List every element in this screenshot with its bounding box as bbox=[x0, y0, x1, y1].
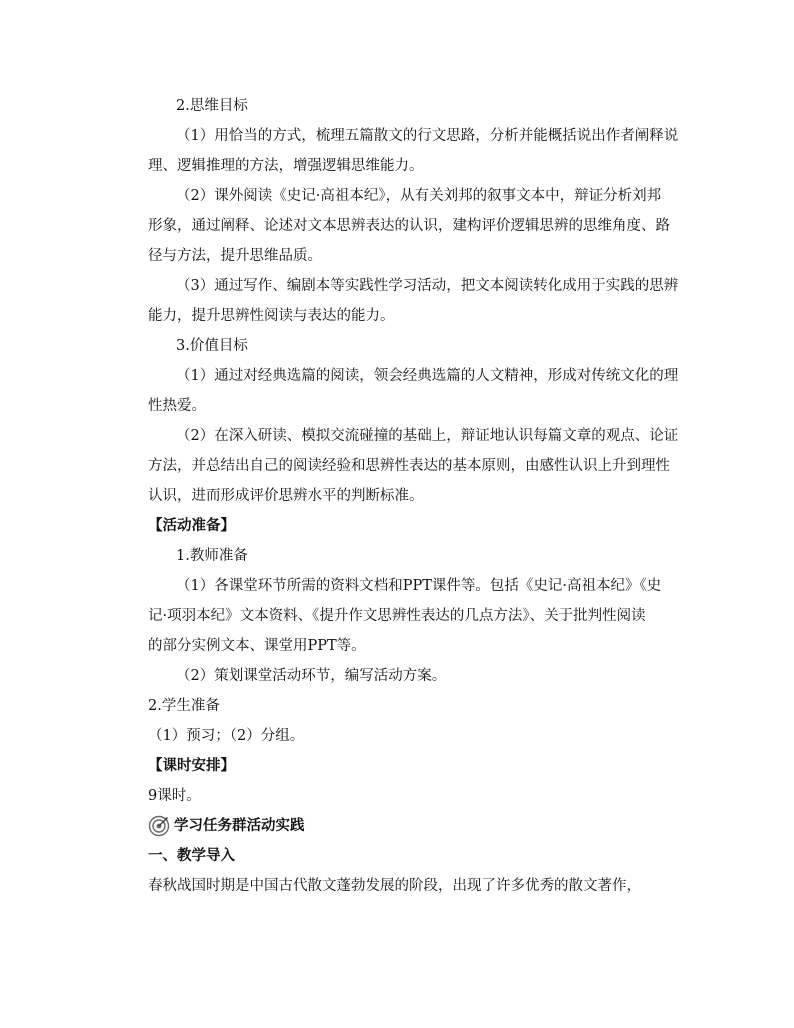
paragraph-line-last: 春秋战国时期是中国古代散文蓬勃发展的阶段，出现了许多优秀的散文著作， bbox=[148, 878, 641, 894]
paragraph-line: （1）预习；（2）分组。 bbox=[148, 728, 305, 744]
paragraph-line: 径与方法，提升思维品质。 bbox=[148, 248, 322, 264]
paragraph-line: 1.教师准备 bbox=[176, 548, 248, 564]
paragraph-line: 性热爱。 bbox=[148, 398, 206, 414]
target-icon bbox=[148, 815, 170, 837]
paragraph-line: 形象，通过阐释、论述对文本思辨表达的认识，建构评价逻辑思辨的思维角度、路 bbox=[148, 218, 670, 234]
paragraph-lines bbox=[148, 91, 679, 811]
paragraph-line: 3.价值目标 bbox=[176, 338, 248, 354]
document-body bbox=[148, 91, 679, 901]
paragraph-line: 【课时安排】 bbox=[148, 757, 235, 774]
paragraph-line: 理、逻辑推理的方法，增强逻辑思维能力。 bbox=[148, 158, 424, 174]
paragraph-line: 能力，提升思辨性阅读与表达的能力。 bbox=[148, 308, 395, 324]
paragraph-line: 2.学生准备 bbox=[148, 698, 220, 714]
paragraph-line: （3）通过写作、编剧本等实践性学习活动，把文本阅读转化成用于实践的思辨 bbox=[176, 278, 679, 294]
paragraph-line: （2）课外阅读《史记·高祖本纪》，从有关刘邦的叙事文本中，辩证分析刘邦 bbox=[176, 188, 662, 204]
paragraph-line: 方法，并总结出自己的阅读经验和思辨性表达的基本原则，由感性认识上升到理性 bbox=[148, 458, 670, 474]
paragraph-line: （2）策划课堂活动环节，编写活动方案。 bbox=[176, 668, 447, 684]
section-heading: 一、教学导入 bbox=[148, 847, 235, 864]
task-heading-label: 学习任务群活动实践 bbox=[174, 817, 305, 834]
paragraph-line: （1）各课堂环节所需的资料文档和PPT课件等。包括《史记·高祖本纪》《史 bbox=[176, 578, 662, 594]
paragraph-line: 记·项羽本纪》文本资料、《提升作文思辨性表达的几点方法》、关于批判性阅读 bbox=[148, 608, 646, 624]
task-heading bbox=[148, 811, 658, 841]
paragraph-line: 9课时。 bbox=[148, 788, 201, 804]
paragraph-line: 的部分实例文本、课堂用PPT等。 bbox=[148, 638, 366, 654]
paragraph-line: 认识，进而形成评价思辨水平的判断标准。 bbox=[148, 488, 424, 504]
paragraph-line: （1）用恰当的方式，梳理五篇散文的行文思路，分析并能概括说出作者阐释说 bbox=[176, 128, 679, 144]
paragraph-line: 2.思维目标 bbox=[176, 98, 248, 114]
paragraph-line: （2）在深入研读、模拟交流碰撞的基础上，辩证地认识每篇文章的观点、论证 bbox=[176, 428, 679, 444]
paragraph-line: 【活动准备】 bbox=[148, 517, 235, 534]
paragraph-line: （1）通过对经典选篇的阅读，领会经典选篇的人文精神，形成对传统文化的理 bbox=[176, 368, 679, 384]
